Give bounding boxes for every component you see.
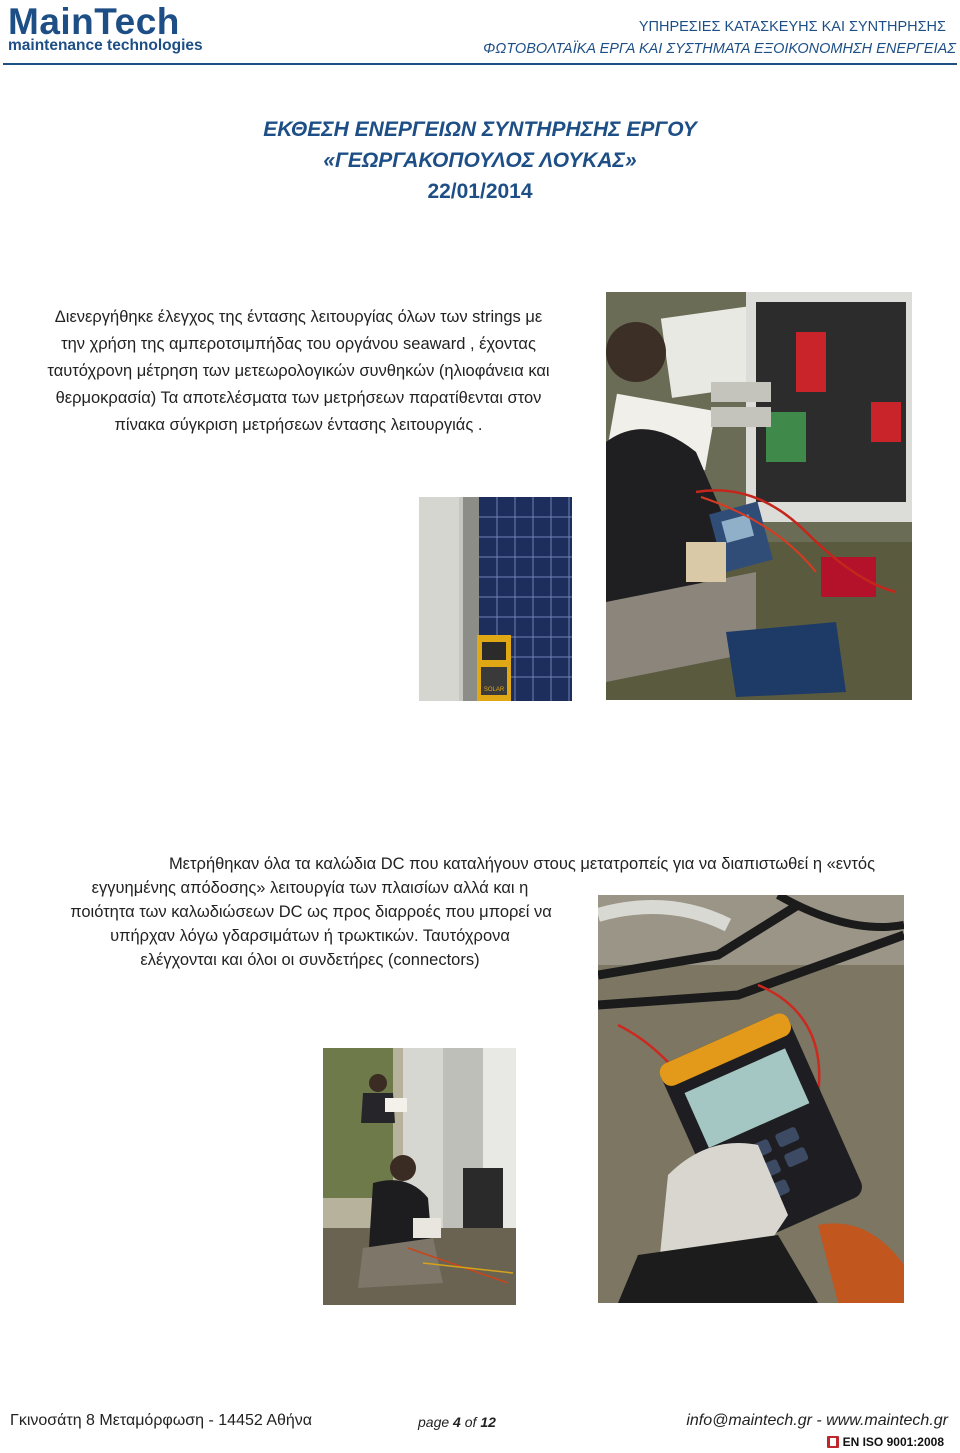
header-sector-line: ΦΩΤΟΒΟΛΤΑΪΚΑ ΕΡΓΑ ΚΑΙ ΣΥΣΤΗΜΑΤΑ ΕΞΟΙΚΟΝΟΜΗΣΗ ΕΝΕΡΓΕΙΑΣ	[483, 41, 956, 57]
paragraph-line: ποιότητα των καλωδιώσεων DC ως προς διαρροές που μπορεί να	[70, 903, 552, 921]
page-label: page	[418, 1414, 450, 1430]
iso-logo-icon	[827, 1436, 839, 1448]
paragraph-line: την χρήση της αμπεροτσιμπήδας του οργάνου seaward , έχοντας	[61, 335, 536, 353]
photo-technician-inverter	[606, 292, 912, 700]
photo-technicians-inverter-row	[323, 1048, 516, 1305]
footer-page-number	[418, 1414, 496, 1430]
footer-contact: info@maintech.gr - www.maintech.gr	[686, 1412, 948, 1429]
report-title: ΕΚΘΕΣΗ ΕΝΕΡΓΕΙΩΝ ΣΥΝΤΗΡΗΣΗΣ ΕΡΓΟΥ	[263, 118, 697, 141]
iso-certification	[827, 1435, 944, 1449]
page-total: 12	[480, 1414, 496, 1430]
photo-meter-connectors	[598, 895, 904, 1303]
photo-solar-panel-meter	[419, 497, 572, 701]
iso-label: EN ISO 9001:2008	[842, 1435, 944, 1449]
meter-brand-label: SOLAR	[483, 687, 505, 693]
paragraph-line: ταυτόχρονη μέτρηση των μετεωρολογικών συνθηκών (ηλιοφάνεια και	[47, 362, 550, 380]
paragraph-string-current-check	[6, 304, 591, 439]
footer-address: Γκινοσάτη 8 Μεταμόρφωση - 14452 Αθήνα	[10, 1412, 313, 1429]
paragraph-line: Διενεργήθηκε έλεγχος της έντασης λειτουργίας όλων των strings με	[54, 308, 543, 326]
company-logo: MainTech	[8, 1, 180, 42]
page-current: 4	[453, 1414, 461, 1430]
page-of-label: of	[464, 1414, 477, 1430]
paragraph-line: ελέγχονται και όλοι οι συνδετήρες (connectors)	[140, 951, 480, 969]
header-divider	[3, 63, 957, 65]
company-logo-tagline: maintenance technologies	[8, 37, 203, 54]
header-services-line: ΥΠΗΡΕΣΙΕΣ ΚΑΤΑΣΚΕΥΗΣ ΚΑΙ ΣΥΝΤΗΡΗΣΗΣ	[638, 19, 946, 35]
report-date: 22/01/2014	[427, 180, 533, 203]
paragraph-line: εγγυημένης απόδοσης» λειτουργία των πλαισίων αλλά και η	[91, 879, 529, 897]
paragraph-line: θερμοκρασία) Τα αποτελέσματα των μετρήσεων παρατίθενται στον	[55, 389, 542, 407]
project-name: «ΓΕΩΡΓΑΚΟΠΟΥΛΟΣ ΛΟΥΚΑΣ»	[323, 149, 637, 172]
paragraph-line: πίνακα σύγκριση μετρήσεων έντασης λειτουργιάς .	[114, 416, 483, 434]
paragraph-line: υπήρχαν λόγω γδαρσιμάτων ή τρωκτικών. Ταυτόχρονα	[110, 927, 510, 945]
paragraph-line: Μετρήθηκαν όλα τα καλώδια DC που καταλήγουν στους μετατροπείς για να διαπιστωθεί η «εντός	[168, 855, 876, 873]
